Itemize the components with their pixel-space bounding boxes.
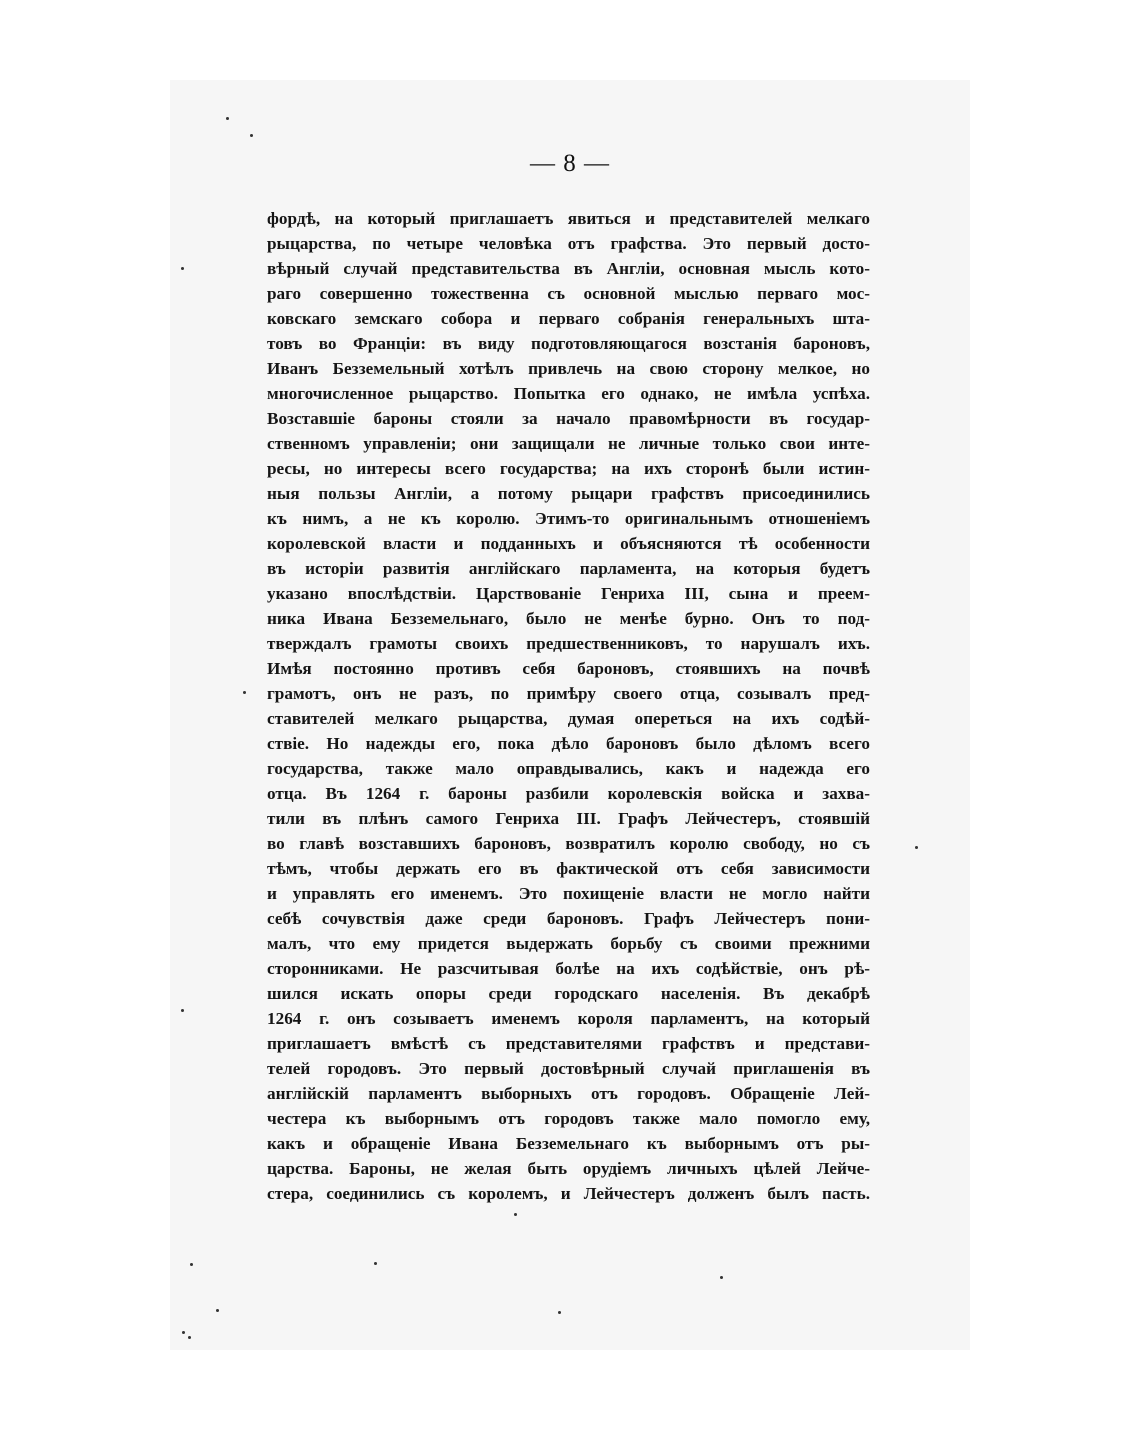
text-line: ресы, но интересы всего государства; на ихъ сторонѣ были истин-: [267, 459, 870, 478]
text-line: ствіе. Но надежды его, пока дѣло бароновъ было дѣломъ всего: [267, 734, 870, 753]
scan-speck: [181, 1009, 184, 1012]
text-line: себѣ сочувствія даже среди бароновъ. Графъ Лейчестеръ пони-: [267, 909, 870, 928]
text-line: указано впослѣдствіи. Царствованіе Генриха III, сына и преем-: [267, 584, 870, 603]
text-line: королевской власти и подданныхъ и объясняются тѣ особенности: [267, 534, 870, 553]
text-line: товъ во Франціи: въ виду подготовляющагося возстанія бароновъ,: [267, 334, 870, 353]
text-line: честера къ выборнымъ отъ городовъ также мало помогло ему,: [267, 1109, 870, 1128]
text-line: стера, соединились съ королемъ, и Лейчестеръ долженъ былъ пасть.: [267, 1184, 870, 1203]
text-line: ника Ивана Безземельнаго, было не менѣе бурно. Онъ то под-: [267, 609, 870, 628]
text-line: англійскій парламентъ выборныхъ отъ городовъ. Обращеніе Лей-: [267, 1084, 870, 1103]
text-line: шился искать опоры среди городскаго населенія. Въ декабрѣ: [267, 984, 870, 1003]
text-line: ственномъ управленіи; они защищали не личные только свои инте-: [267, 434, 870, 453]
scan-speck: [190, 1263, 193, 1266]
text-line: и управлять его именемъ. Это похищеніе власти не могло найти: [267, 884, 870, 903]
text-line: 1264 г. онъ созываетъ именемъ короля парламентъ, на который: [267, 1009, 870, 1028]
text-line: приглашаетъ вмѣстѣ съ представителями графствъ и представи-: [267, 1034, 870, 1053]
text-line: ковскаго земскаго собора и перваго собранія генеральныхъ шта-: [267, 309, 870, 328]
scan-speck: [182, 1331, 185, 1334]
text-line: малъ, что ему придется выдержать борьбу съ своими прежними: [267, 934, 870, 953]
text-line: тили въ плѣнъ самого Генриха III. Графъ Лейчестеръ, стоявшій: [267, 809, 870, 828]
text-line: многочисленное рыцарство. Попытка его однако, не имѣла успѣха.: [267, 384, 870, 403]
text-line: тѣмъ, чтобы держать его въ фактической отъ себя зависимости: [267, 859, 870, 878]
text-line: Имѣя постоянно противъ себя бароновъ, стоявшихъ на почвѣ: [267, 659, 870, 678]
scan-speck: [374, 1262, 377, 1265]
text-line: ныя пользы Англіи, а потому рыцари графствъ присоединились: [267, 484, 870, 503]
text-line: къ нимъ, а не къ королю. Этимъ-то оригинальнымъ отношеніемъ: [267, 509, 870, 528]
scan-speck: [250, 134, 253, 137]
page-number: — 8 —: [530, 150, 610, 177]
scan-speck: [915, 846, 918, 849]
scan-speck: [558, 1311, 561, 1314]
text-line: сторонниками. Не разсчитывая болѣе на ихъ содѣйствіе, онъ рѣ-: [267, 959, 870, 978]
text-line: отца. Въ 1264 г. бароны разбили королевскія войска и захва-: [267, 784, 870, 803]
text-line: вѣрный случай представительства въ Англіи, основная мысль кото-: [267, 259, 870, 278]
text-line: царства. Бароны, не желая быть орудіемъ личныхъ цѣлей Лейче-: [267, 1159, 870, 1178]
text-line: Иванъ Безземельный хотѣлъ привлечь на свою сторону мелкое, но: [267, 359, 870, 378]
text-line: ставителей мелкаго рыцарства, думая опереться на ихъ содѣй-: [267, 709, 870, 728]
text-line: телей городовъ. Это первый достовѣрный случай приглашенія въ: [267, 1059, 870, 1078]
text-line: Возставшіе бароны стояли за начало правомѣрности въ государ-: [267, 409, 870, 428]
text-line: во главѣ возставшихъ бароновъ, возвратилъ королю свободу, но съ: [267, 834, 870, 853]
scan-speck: [226, 117, 229, 120]
text-line: грамотъ, онъ не разъ, по примѣру своего отца, созывалъ пред-: [267, 684, 870, 703]
text-line: въ исторіи развитія англійскаго парламента, на которыя будетъ: [267, 559, 870, 578]
scan-speck: [188, 1336, 191, 1339]
text-line: раго совершенно тожественна съ основной мыслью перваго мос-: [267, 284, 870, 303]
scan-speck: [216, 1309, 219, 1312]
scan-speck: [720, 1276, 723, 1279]
text-line: рыцарства, по четыре человѣка отъ графства. Это первый досто-: [267, 234, 870, 253]
text-line: фордѣ, на который приглашаетъ явиться и представителей мелкаго: [267, 209, 870, 228]
text-line: тверждалъ грамоты своихъ предшественниковъ, то нарушалъ ихъ.: [267, 634, 870, 653]
scan-speck: [243, 691, 246, 694]
scan-speck: [181, 267, 184, 270]
body-text: [267, 206, 870, 1206]
scan-speck: [514, 1213, 517, 1216]
text-line: какъ и обращеніе Ивана Безземельнаго къ выборнымъ отъ ры-: [267, 1134, 870, 1153]
text-line: государства, также мало оправдывались, какъ и надежда его: [267, 759, 870, 778]
